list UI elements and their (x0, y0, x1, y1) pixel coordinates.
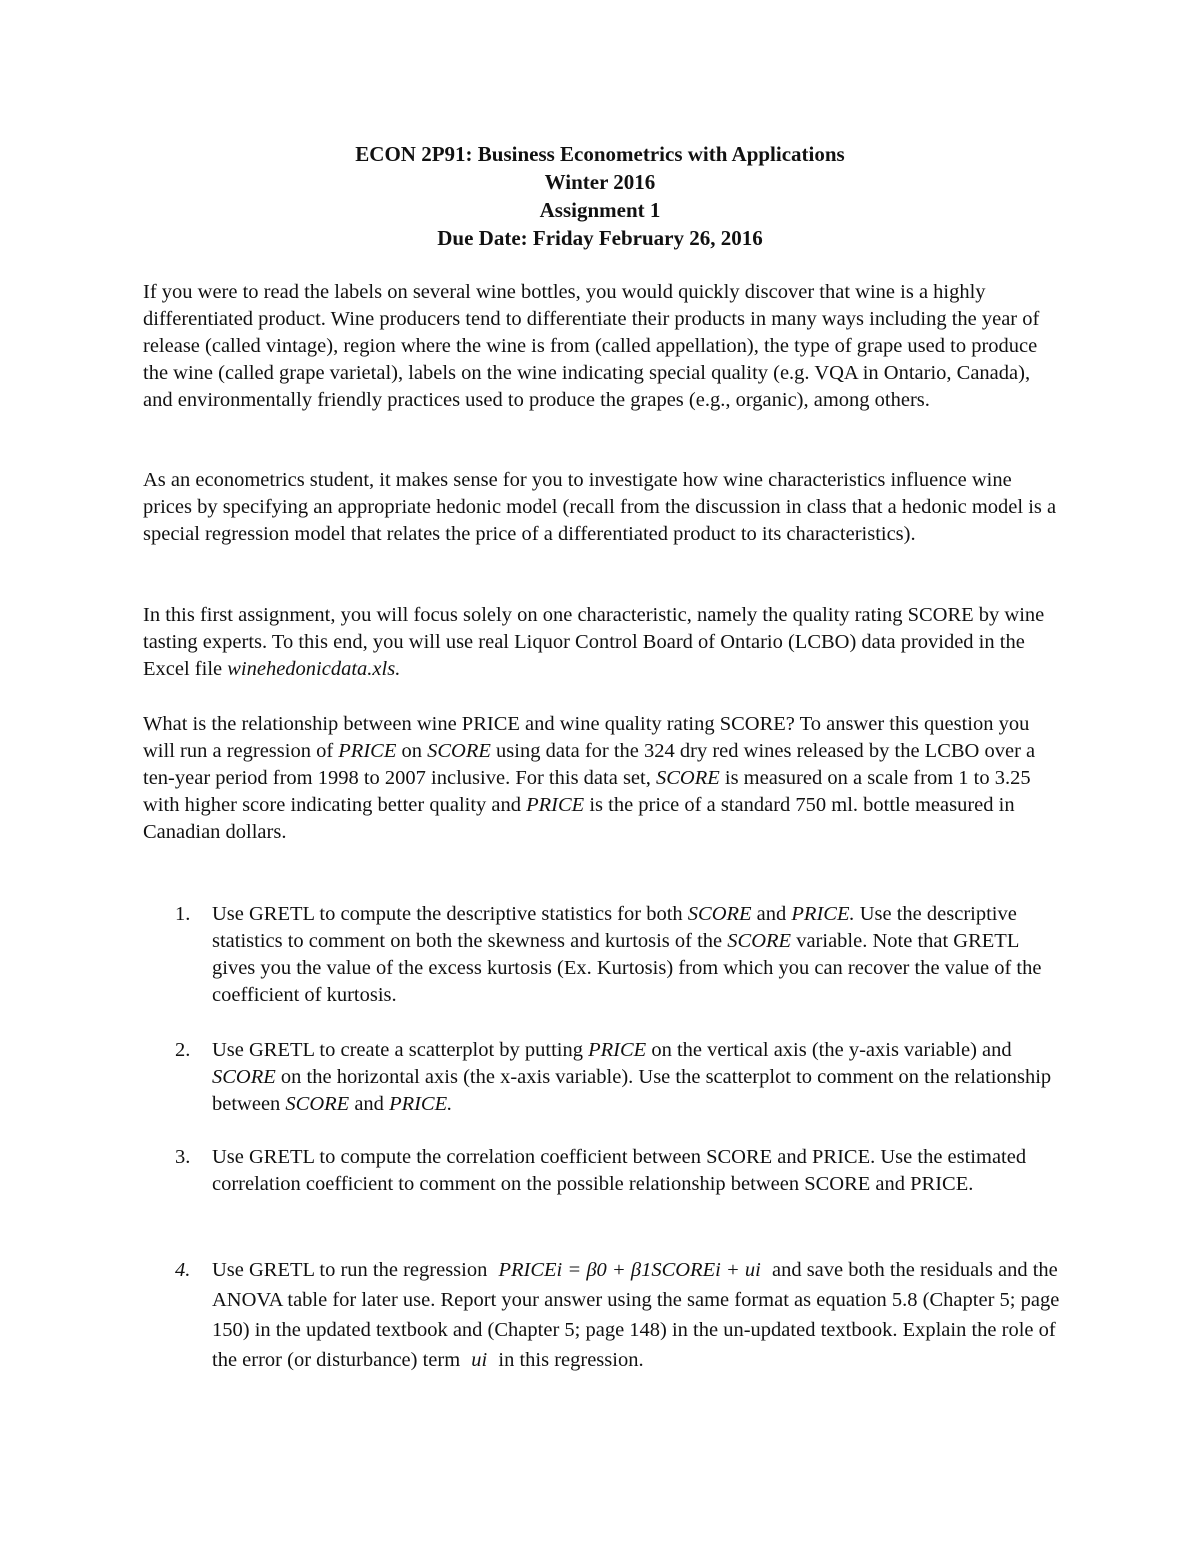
assignment-paragraph-text: In this first assignment, you will focus solely on one characteristic, namely the quality rating SCORE by wine tasting experts. To this end, you will use real Liquor Control Board of Ontario (LCBO) data provided in the Excel file (143, 604, 1045, 680)
item-number: 2. (175, 1039, 191, 1061)
question-text-4: is measured on a scale from 1 to 3.25 with higher score indicating better quality and (143, 767, 1031, 816)
term: Winter 2016 (544, 170, 656, 194)
item-text: Use GRETL to create a scatterplot by putting PRICE on the vertical axis (the y-axis variable) and SCORE on the horizontal axis (the x-axis variable). Use the scatterplot to comment on the relationship between SCORE and PRICE. (212, 1039, 1052, 1115)
list-item (175, 1144, 1065, 1198)
var-score: SCORE (427, 740, 491, 762)
document-header (0, 140, 1200, 252)
due-date: Due Date: Friday February 26, 2016 (437, 226, 763, 250)
question-text-3: using data for the 324 dry red wines released by the LCBO over a ten-year period from 1998 to 2007 inclusive. For this data set, (143, 740, 1036, 789)
var-price: PRICE (338, 740, 397, 762)
var-price: PRICE (526, 794, 585, 816)
var-score: SCORE (655, 767, 720, 789)
item-text: Use GRETL to compute the descriptive statistics for both SCORE and PRICE. Use the descriptive statistics to comment on both the skewness and kurtosis of the SCORE variable. Note that GRETL gives you the value of the excess kurtosis (Ex. Kurtosis) from which you can recover the value of the coefficient of kurtosis. (212, 903, 1042, 1006)
hedonic-paragraph: As an econometrics student, it makes sense for you to investigate how wine characteristics influence wine prices by specifying an appropriate hedonic model (recall from the discussion in class that a hedonic model is a special regression model that relates the price of a differentiated product to its characteristics). (143, 469, 1057, 545)
question-text-5: is the price of a standard 750 ml. bottle measured in Canadian dollars. (143, 794, 1015, 843)
item-number: 3. (175, 1146, 191, 1168)
regression-equation: PRICEi = β0 + β1SCOREi + ui (498, 1259, 761, 1281)
question-paragraph (143, 711, 1063, 846)
item-text: Use GRETL to compute the correlation coefficient between SCORE and PRICE. Use the estimated correlation coefficient to comment on the possible relationship between SCORE and PRICE. (212, 1146, 1027, 1195)
list-item (175, 901, 1065, 1009)
question-text-2: on (396, 740, 428, 762)
item-text: Use GRETL to run the regression PRICEi = β0 + β1SCOREi + ui and save both the residuals and the ANOVA table for later use. Report your answer using the same format as equation 5.8 (Chapter 5; page 150) in the updated textbook and (Chapter 5; page 148) in the un-updated textbook. Explain the role of the error (or disturbance) term ui in this regression. (212, 1259, 1060, 1371)
course-title: ECON 2P91: Business Econometrics with Applications (355, 142, 845, 166)
list-item (175, 1037, 1065, 1118)
data-file-name: winehedonicdata.xls. (227, 658, 401, 680)
assignment-paragraph (143, 602, 1063, 683)
intro-paragraph: If you were to read the labels on several wine bottles, you would quickly discover that wine is a highly differentiated product. Wine producers tend to differentiate their products in many ways including the year of release (called vintage), region where the wine is from (called appellation), the type of grape used to produce the wine (called grape varietal), labels on the wine indicating special quality (e.g. VQA in Ontario, Canada), and environmentally friendly practices used to produce the grapes (e.g., organic), among others. (143, 281, 1040, 411)
item-number: 4. (175, 1259, 191, 1281)
item-number: 1. (175, 903, 191, 925)
error-term: ui (471, 1349, 488, 1371)
list-item (175, 1255, 1065, 1375)
assignment-title: Assignment 1 (539, 198, 661, 222)
question-text-1: What is the relationship between wine PRICE and wine quality rating SCORE? To answer this question you will run a regression of (143, 713, 1030, 762)
